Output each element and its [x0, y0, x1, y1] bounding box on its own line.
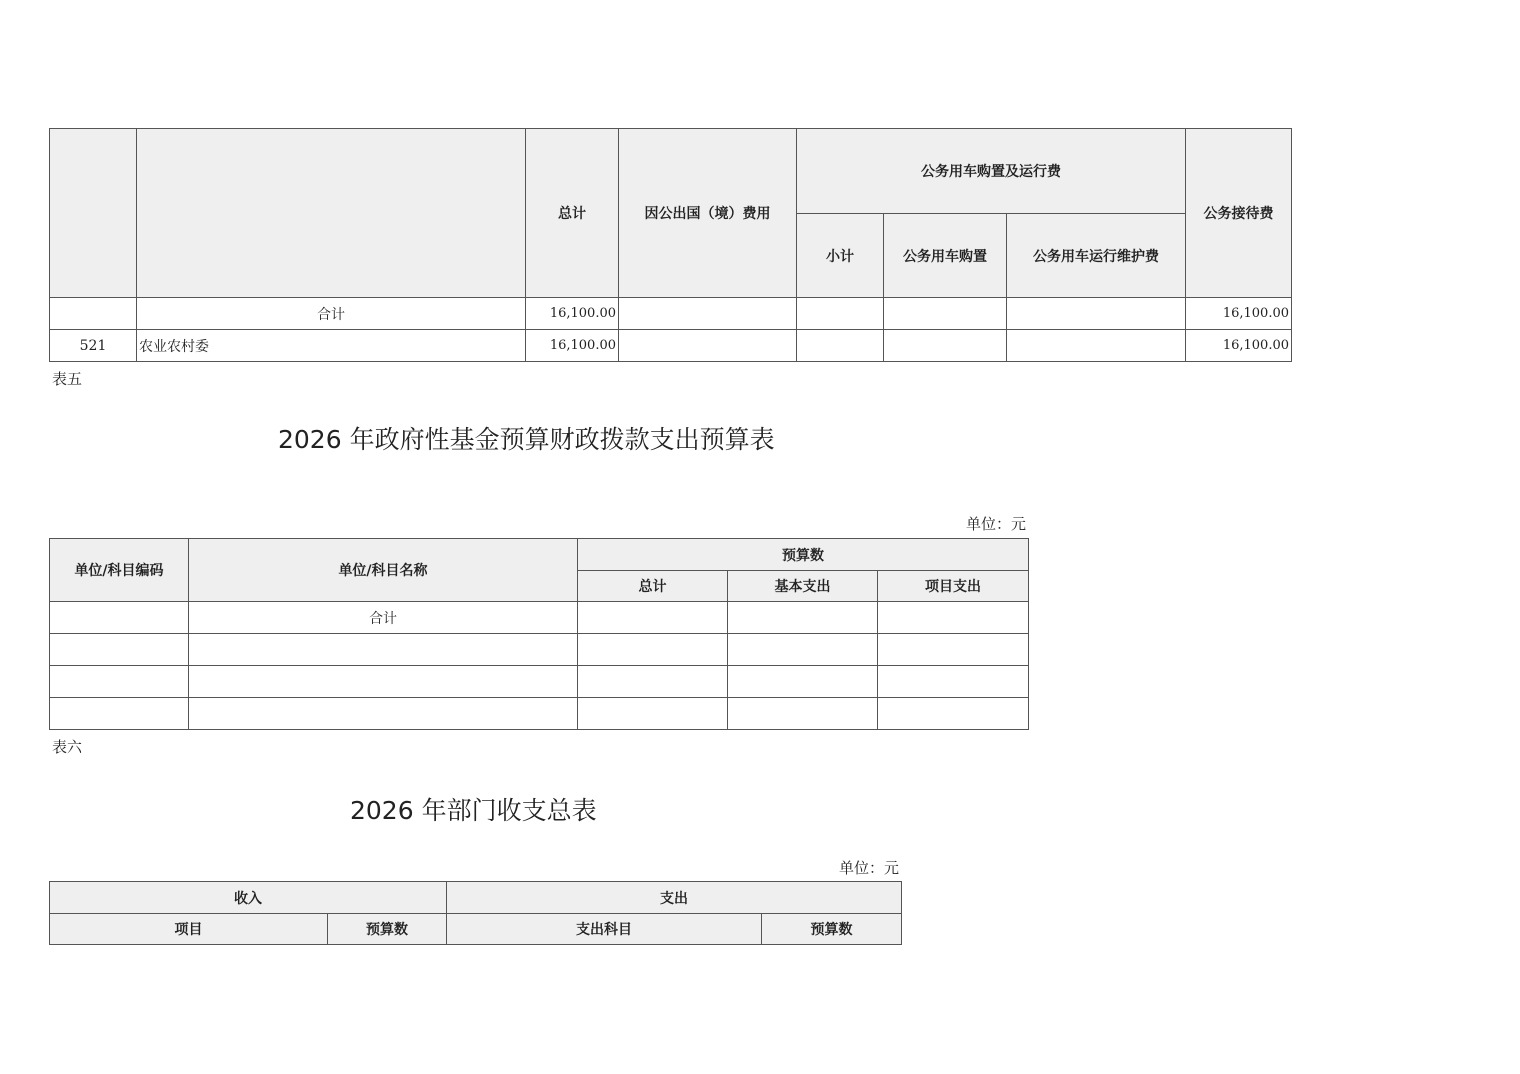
row-basic [728, 602, 878, 634]
row-name [189, 634, 578, 666]
table5-label: 表五 [52, 370, 83, 388]
row-basic [728, 634, 878, 666]
government-fund-budget-table [49, 538, 1029, 730]
row-code: 521 [50, 330, 137, 362]
table-row [50, 602, 1029, 634]
three-public-expenses-table [49, 128, 1292, 362]
row-total [578, 666, 728, 698]
row-name: 合计 [189, 602, 578, 634]
row-name [189, 698, 578, 730]
row-maintenance [1007, 298, 1186, 330]
row-purchase [884, 298, 1007, 330]
table-row [50, 298, 1292, 330]
row-project [878, 698, 1029, 730]
row-basic [728, 666, 878, 698]
table5-unit: 单位：元 [965, 515, 1026, 533]
row-total [578, 634, 728, 666]
row-total [578, 698, 728, 730]
row-abroad [619, 330, 797, 362]
row-subtotal [797, 330, 884, 362]
table-row [50, 330, 1292, 362]
header-total: 总计 [526, 129, 619, 298]
header-name-blank [137, 129, 526, 298]
header-vehicle-maintenance: 公务用车运行维护费 [1007, 214, 1186, 298]
row-project [878, 602, 1029, 634]
table-row [50, 634, 1029, 666]
row-reception: 16,100.00 [1186, 298, 1292, 330]
header-reception: 公务接待费 [1186, 129, 1292, 298]
table-row [50, 698, 1029, 730]
row-name [189, 666, 578, 698]
row-subtotal [797, 298, 884, 330]
row-maintenance [1007, 330, 1186, 362]
row-code [50, 634, 189, 666]
header-expense-budget: 预算数 [762, 914, 902, 945]
row-reception: 16,100.00 [1186, 330, 1292, 362]
row-code [50, 298, 137, 330]
row-name: 农业农村委 [137, 330, 526, 362]
header-abroad: 因公出国（境）费用 [619, 129, 797, 298]
table6-unit: 单位：元 [838, 859, 899, 877]
table5-title: 2026 年政府性基金预算财政拨款支出预算表 [278, 425, 775, 454]
header-income-budget: 预算数 [328, 914, 447, 945]
header-vehicle-group: 公务用车购置及运行费 [797, 129, 1186, 214]
row-purchase [884, 330, 1007, 362]
header-income: 收入 [50, 882, 447, 914]
department-income-expense-table [49, 881, 902, 945]
row-code [50, 602, 189, 634]
row-basic [728, 698, 878, 730]
header-expense: 支出 [447, 882, 902, 914]
row-project [878, 634, 1029, 666]
row-code [50, 666, 189, 698]
table6-label: 表六 [52, 738, 83, 756]
header-name: 单位/科目名称 [189, 539, 578, 602]
row-code [50, 698, 189, 730]
header-code: 单位/科目编码 [50, 539, 189, 602]
header-project: 项目支出 [878, 571, 1029, 602]
header-basic: 基本支出 [728, 571, 878, 602]
header-subtotal: 小计 [797, 214, 884, 298]
header-item: 项目 [50, 914, 328, 945]
row-total: 16,100.00 [526, 298, 619, 330]
row-abroad [619, 298, 797, 330]
row-name: 合计 [137, 298, 526, 330]
header-expense-subject: 支出科目 [447, 914, 762, 945]
row-project [878, 666, 1029, 698]
header-budget-group: 预算数 [578, 539, 1029, 571]
row-total: 16,100.00 [526, 330, 619, 362]
row-total [578, 602, 728, 634]
table6-title: 2026 年部门收支总表 [350, 796, 597, 825]
table-row [50, 666, 1029, 698]
header-total: 总计 [578, 571, 728, 602]
header-code-blank [50, 129, 137, 298]
header-vehicle-purchase: 公务用车购置 [884, 214, 1007, 298]
